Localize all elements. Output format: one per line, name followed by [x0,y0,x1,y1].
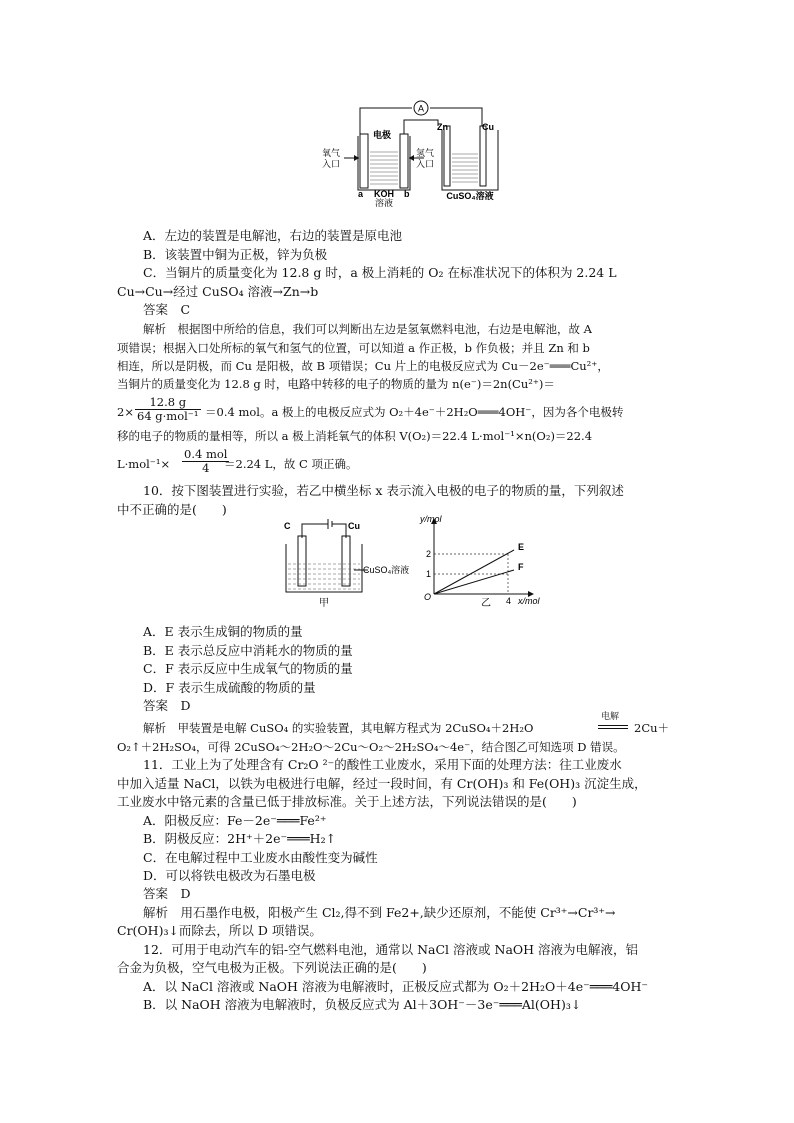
fraction-mass-over-molar-mass [135,396,201,423]
fraction-2-denominator: 4 [202,461,210,475]
q11-answer: 答案 D [143,886,191,901]
q11-option-c: C．在电解过程中工业废水由酸性变为碱性 [143,850,378,865]
y-axis-label: y/mol [420,514,442,524]
cuso4-label: CuSO₄溶液 [446,191,494,201]
q11-explanation-1: 解析 用石墨作电极，阳极产生 Cl₂,得不到 Fe2+,缺少还原剂，不能使 Cr³⁺→Cr³⁺→ [143,905,616,920]
fraction-moles-over-four [182,448,229,475]
q9-explanation-7: ＝2.24 L，故 C 项正确。 [224,457,358,471]
cu-label: Cu [482,122,494,132]
koh-label-1: KOH [374,189,394,199]
q10-option-a: A．E 表示生成铜的物质的量 [143,624,303,639]
y-tick-2: 2 [426,549,432,559]
q10-explanation-1: 解析 甲装置是电解 CuSO₄ 的实验装置，其电解方程式为 2CuSO₄＋2H₂O [143,721,534,735]
fraction-2-numerator: 0.4 mol [184,447,228,461]
q12-option-b: B．以 NaOH 溶液为电解液时，负极反应式为 Al＋3OH⁻－3e⁻═══Al(OH)₃↓ [143,997,582,1012]
line-f [434,570,514,594]
q9-explanation-2: 项错误；根据入口处所标的氧气和氢气的位置，可以知道 a 作正极，b 作负极；并且 Zn 和 b [117,341,590,355]
origin-label: O [424,592,432,602]
reaction-arrow-line [598,725,628,729]
y-tick-1: 1 [426,569,432,579]
q11-stem-2: 中加入适量 NaCl，以铁为电极进行电解，经过一段时间，有 Cr(OH)₃ 和 Fe(OH)₃ 沉淀生成， [117,776,647,791]
q10-option-b: B．E 表示总反应中消耗水的物质的量 [143,643,353,658]
q10-stem-2: 中不正确的是( ) [117,502,227,517]
zn-label: Zn [437,122,448,132]
electrode-a-label: a [358,189,364,199]
q9-explanation-5-prefix: 2× [117,405,134,419]
q11-option-d: D．可以将铁电极改为石墨电极 [143,868,316,883]
hydrogen-inlet-label-2: 入口 [416,159,435,169]
q9-explanation-4: 当铜片的质量变化为 12.8 g 时，电路中转移的电子的物质的量为 n(e⁻)＝2n(Cu²⁺)＝ [117,377,555,391]
oxygen-inlet-label-1: 氧气 [322,148,341,158]
q9-option-c: C．当铜片的质量变化为 12.8 g 时，a 极上消耗的 O₂ 在标准状况下的体积为 2.24 L [143,265,617,280]
q12-stem-1: 12．可用于电动汽车的铝-空气燃料电池，通常以 NaCl 溶液或 NaOH 溶液为电解液，铝 [143,942,639,957]
electrolysis-condition: 电解 [601,712,620,722]
fraction-1-numerator: 12.8 g [135,396,201,410]
x-axis-label: x/mol [518,596,540,606]
q12-stem-2: 合金为负极，空气电极为正极。下列说法正确的是( ) [117,960,427,975]
oxygen-inlet-label-2: 入口 [322,159,341,169]
copper-electrode-label: Cu [348,521,360,531]
series-f-label: F [518,562,524,572]
q9-option-d: Cu→Cu→经过 CuSO₄ 溶液→Zn→b [117,284,319,299]
q10-stem-1: 10．按下图装置进行实验，若乙中横坐标 x 表示流入电极的电子的物质的量，下列叙述 [143,483,624,498]
hydrogen-inlet-label-1: 氢气 [416,148,435,158]
q9-explanation-3: 相连，所以是阴极，而 Cu 是阳极，故 B 项错误；Cu 片上的电极反应式为 Cu－2e⁻═══Cu²⁺， [117,359,609,373]
q10-explanation-1-end: 2Cu＋ [634,721,670,735]
electrolysis-apparatus [280,518,410,610]
moles-graph [412,512,552,612]
ammeter-label: A [417,103,425,114]
q11-option-b: B．阴极反应：2H⁺＋2e⁻═══H₂↑ [143,831,337,846]
q9-explanation-6: 移的电子的物质的量相等，所以 a 极上消耗氧气的体积 V(O₂)＝22.4 L·mol⁻¹×n(O₂)＝22.4 [117,429,593,443]
q9-option-a: A．左边的装置是电解池，右边的装置是原电池 [143,228,403,243]
series-e-label: E [518,542,525,552]
fuel-cell-diagram [318,96,508,208]
q9-option-b: B．该装置中铜为正极，锌为负极 [143,247,328,262]
line-e [434,550,514,594]
q10-option-d: D．F 表示生成硫酸的物质的量 [143,680,316,695]
electrode-b-label: b [404,189,410,199]
fraction-1-denominator: 64 g·mol⁻¹ [137,409,199,423]
figure-jia-label: 甲 [319,598,329,609]
q10-explanation-2: O₂↑＋2H₂SO₄，可得 2CuSO₄～2H₂O～2Cu～O₂～2H₂SO₄～4e⁻，结合图乙可知选项 D 错误。 [117,740,625,754]
q11-explanation-2: Cr(OH)₃↓而除去，所以 D 项错误。 [117,923,322,938]
q9-explanation-5: ＝0.4 mol。a 极上的电极反应式为 O₂＋4e⁻＋2H₂O═══4OH⁻，因为各个电极转 [205,405,624,419]
q11-option-a: A．阳极反应：Fe－2e⁻═══Fe²⁺ [143,813,327,828]
q11-stem-3: 工业废水中铬元素的含量已低于排放标准。关于上述方法，下列说法错误的是( ) [117,794,577,809]
electrode-label: 电极 [373,130,392,140]
x-tick-4: 4 [506,596,512,606]
q10-option-c: C．F 表示反应中生成氧气的物质的量 [143,661,353,676]
q9-explanation-1: 解析 根据图中所给的信息，我们可以判断出左边是氢氧燃料电池，右边是电解池，故 A [143,322,592,336]
cuso4-solution-label: CuSO₄溶液 [363,565,410,575]
q9-explanation-7-prefix: L·mol⁻¹× [117,457,171,471]
q10-answer: 答案 D [143,698,191,713]
koh-label-2: 溶液 [374,198,394,208]
carbon-electrode-label: C [284,521,291,531]
figure-yi-label: 乙 [481,598,491,609]
q11-stem-1: 11．工业上为了处理含有 Cr₂O ²⁻的酸性工业废水，采用下面的处理方法：往工业废水 [143,757,622,772]
q12-option-a: A．以 NaCl 溶液或 NaOH 溶液为电解液时，正极反应式都为 O₂＋2H₂O＋4e⁻═══4OH⁻ [143,979,648,994]
q9-answer: 答案 C [143,302,191,317]
